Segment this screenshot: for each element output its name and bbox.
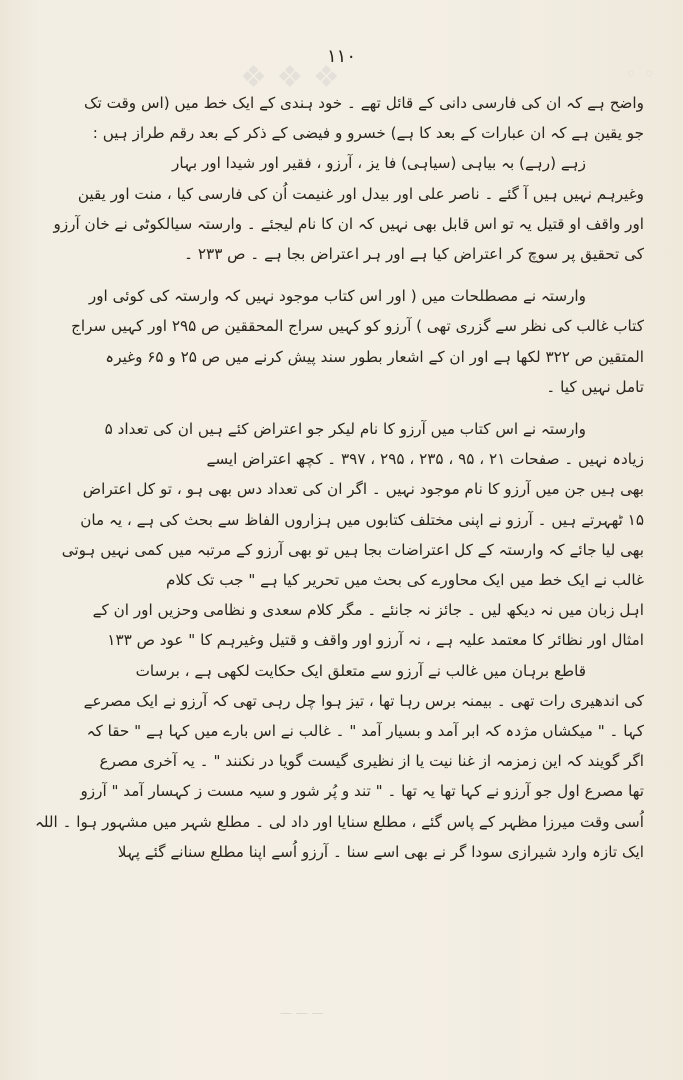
paragraph-2 bbox=[34, 281, 644, 402]
text-line: کی اندھیری رات تھی ۔ بیمنہ برس رہا تھا ، تیز ہوا چل رہی تھی کہ آرزو نے ایک مصرعے bbox=[83, 691, 644, 710]
text-line: وارستہ نے مصطلحات میں ( اور اس کتاب موجود نہیں کہ وارستہ کی کوئی اور bbox=[88, 287, 586, 306]
text-line: کی تحقیق پر سوچ کر اعتراض کیا ہے اور ہر اعتراض بجا ہے ۔ ص ۲۳۳ ۔ bbox=[184, 245, 644, 264]
text-line: زہے (رہے) بہ بیاہی (سیاہی) فا یز ، آرزو ، فقیر اور شیدا اور بہار bbox=[172, 154, 586, 173]
text-line: بھی لیا جائے کہ وارستہ کے کل اعتراضات بجا ہیں تو بھی آرزو کے مرتبہ میں کمی نہیں ہوتی bbox=[61, 540, 644, 559]
text-line: اور واقف او قتیل یہ تو اس قابل بھی نہیں کہ ان کا نام لیجئے ۔ وارستہ سیالکوٹی نے خان آرزو bbox=[53, 214, 644, 233]
text-line: کہا ۔ " میکشاں مژدہ کہ ابر آمد و بسیار آمد " ۔ غالب نے اس بارے میں کہا ہے " حقا کہ bbox=[86, 722, 644, 741]
text-line: جو یقین ہے کہ ان عبارات کے بعد کا ہے) خسرو و فیضی کے ذکر کے بعد رقم طراز ہیں : bbox=[92, 124, 644, 143]
show-through-margin: ◦ ◦ bbox=[625, 62, 655, 86]
text-line: وارستہ نے اس کتاب میں آرزو کا نام لیکر جو اعتراض کئے ہیں ان کی تعداد ۵ bbox=[104, 420, 586, 439]
text-line: اہل زبان میں نہ دیکھ لیں ۔ جائز نہ جانئے ۔ مگر کلام سعدی و نظامی وحزیں اور ان کے bbox=[92, 601, 644, 620]
text-line: اگر گویند کہ این زمزمہ از غنا نیت یا از نظیری گیست گویا در نکنند " ۔ یہ آخری مصرع bbox=[99, 752, 644, 771]
handwritten-text-body bbox=[34, 88, 644, 867]
text-line: ۱۵ ٹھہرتے ہیں ۔ آرزو نے اپنی مختلف کتابوں میں ہزاروں الفاظ سے بحث کی ہے ، یہ مان bbox=[80, 510, 644, 529]
text-line: ایک تازہ وارد شیرازی سودا گر نے بھی اسے سنا ۔ آرزو اُسے اپنا مطلع سنانے گئے پہلا bbox=[117, 842, 644, 861]
text-line: تھا مصرع اول جو آرزو نے کہا تھا یہ تھا ۔ " تند و پُر شور و سیہ مست ز کہسار آمد " آرزو bbox=[80, 782, 644, 801]
page-number: ۱۱۰ bbox=[326, 46, 356, 67]
text-line: تامل نہیں کیا ۔ bbox=[546, 377, 644, 396]
text-line: کتاب غالب کی نظر سے گزری تھی ) آرزو کو کہیں سراج المحققین ص ۲۹۵ اور کہیں سراج bbox=[71, 317, 644, 336]
text-line: غالب نے ایک خط میں ایک محاورے کی بحث میں تحریر کیا ہے " جب تک کلام bbox=[166, 571, 644, 590]
text-line: قاطع برہان میں غالب نے آرزو سے متعلق ایک حکایت لکھی ہے ، برسات bbox=[135, 661, 586, 680]
text-line: بھی ہیں جن میں آرزو کا نام موجود نہیں ۔ اگر ان کی تعداد دس بھی ہو ، تو کل اعتراض bbox=[82, 480, 644, 499]
text-line: وغیرہم نہیں ہیں آ گئے ۔ ناصر علی اور بیدل اور غنیمت اُن کی فارسی کیا ، منت اور یقین bbox=[77, 184, 644, 203]
text-line: اُسی وقت میرزا مظہر کے پاس گئے ، مطلع سنایا اور داد لی ۔ مطلع شہر میں مشہور ہوا ۔ اللہ bbox=[34, 812, 644, 831]
paragraph-1 bbox=[34, 88, 644, 269]
text-line: امثال اور نظائر کا معتمد علیہ ہے ، نہ آرزو اور واقف و قتیل وغیرہم کا " عود ص ۱۳۳ bbox=[107, 631, 644, 650]
text-line: زیادہ نہیں ۔ صفحات ۲۱ ، ۹۵ ، ۲۳۵ ، ۲۹۵ ، ۳۹۷ ۔ کچھ اعتراض ایسے bbox=[206, 450, 644, 469]
paragraph-4 bbox=[34, 656, 644, 867]
paragraph-3 bbox=[34, 414, 644, 656]
show-through-footer: — — — bbox=[280, 1006, 324, 1020]
text-line: واضح ہے کہ ان کی فارسی دانی کے قائل تھے ۔ خود ہندی کے ایک خط میں (اس وقت تک bbox=[83, 94, 644, 112]
text-line: المتقین ص ۳۲۲ لکھا ہے اور ان کے اشعار بطور سند پیش کرنے میں ص ۲۵ و ۶۵ وغیرہ bbox=[105, 347, 644, 366]
show-through-heading: ❖ ❖ ❖ bbox=[240, 60, 340, 95]
